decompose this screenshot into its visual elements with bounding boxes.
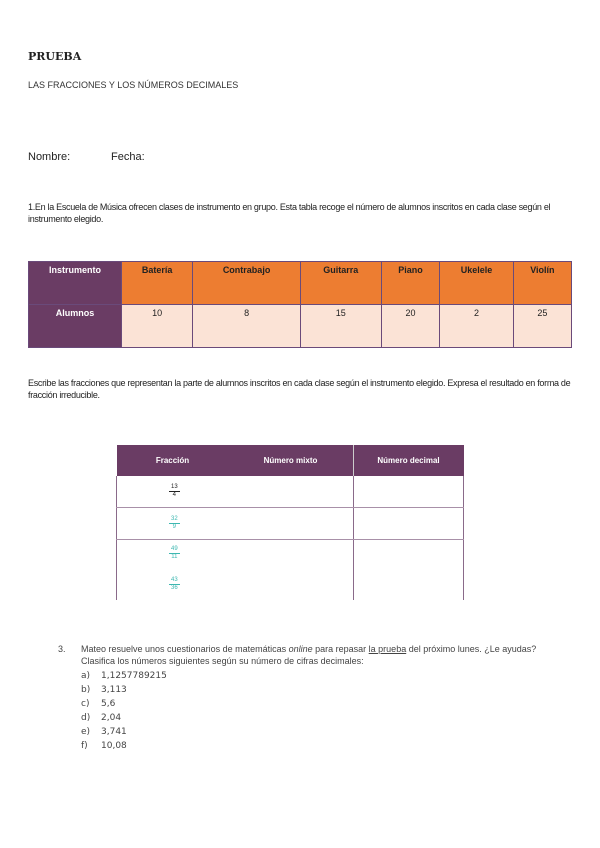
subtitle: LAS FRACCIONES Y LOS NÚMEROS DECIMALES <box>28 80 239 90</box>
option-d <box>81 711 563 725</box>
text: d) <box>81 713 91 723</box>
text: 9 <box>172 524 177 530</box>
row-header-alumnos: Alumnos <box>29 305 122 348</box>
text: 10,08 <box>101 741 127 751</box>
text: 3. <box>58 644 66 654</box>
table-row <box>117 476 464 508</box>
header-numero-mixto: Número mixto <box>229 445 354 476</box>
option-e <box>81 725 563 739</box>
text: 3,113 <box>101 685 127 695</box>
text: online <box>288 644 313 654</box>
students-cell: 15 <box>300 305 381 348</box>
answer-cell[interactable] <box>353 540 464 601</box>
text: del próximo lunes. ¿Le ayudas? Clasifica los números siguientes según su número de cifras decimales: <box>81 644 537 666</box>
text: 32 <box>171 516 178 522</box>
students-cell: 8 <box>193 305 301 348</box>
instrument-cell: Batería <box>122 262 193 305</box>
row-header-instrumento: Instrumento <box>29 262 122 305</box>
text: 1,1257789215 <box>101 671 167 681</box>
text: 36 <box>171 585 178 591</box>
answer-cell[interactable] <box>353 476 464 508</box>
fraction <box>169 577 180 592</box>
question-2-text: Escribe las fracciones que representan la parte de alumnos inscritos en cada clase según el instrumento elegido. Expresa el resultado en forma de fracción irreducible. <box>28 378 571 400</box>
text: 3,741 <box>101 727 127 737</box>
students-cell: 10 <box>122 305 193 348</box>
text: b) <box>81 685 91 695</box>
fraction <box>169 516 180 531</box>
text: 43 <box>171 577 178 583</box>
header-numero-decimal: Número decimal <box>353 445 464 476</box>
question-3 <box>58 643 563 753</box>
fraction <box>169 546 180 561</box>
students-cell: 20 <box>381 305 440 348</box>
instrument-cell: Guitarra <box>300 262 381 305</box>
header-fraccion: Fracción <box>117 445 229 476</box>
option-c <box>81 697 563 711</box>
text: f) <box>81 741 88 751</box>
link[interactable]: la prueba <box>368 644 407 654</box>
text: 11 <box>171 554 178 560</box>
text: 2,04 <box>101 713 122 723</box>
option-a <box>81 669 563 683</box>
students-cell: 2 <box>440 305 513 348</box>
instrument-table <box>28 261 572 348</box>
text: 5,6 <box>101 699 116 709</box>
text: 49 <box>171 546 178 552</box>
instrument-cell: Piano <box>381 262 440 305</box>
instrument-cell: Violín <box>513 262 571 305</box>
page-title: PRUEBA <box>28 50 82 63</box>
question-1-text: 1.En la Escuela de Música ofrecen clases de instrumento en grupo. Esta tabla recoge el número de alumnos inscritos en cada clase según el instrumento elegido. <box>28 202 551 224</box>
table-row <box>117 540 464 601</box>
text: c) <box>81 699 90 709</box>
text: e) <box>81 727 91 737</box>
option-b <box>81 683 563 697</box>
fraction <box>169 484 180 499</box>
text: Mateo resuelve unos cuestionarios de matemáticas <box>81 644 289 654</box>
nombre-label: Nombre: <box>28 151 71 163</box>
students-cell: 25 <box>513 305 571 348</box>
fecha-label: Fecha: <box>111 151 145 163</box>
text: a) <box>81 671 91 681</box>
text: para repasar <box>312 644 369 654</box>
fraction-table <box>116 445 464 600</box>
table-row <box>117 508 464 540</box>
instrument-cell: Contrabajo <box>193 262 301 305</box>
instrument-cell: Ukelele <box>440 262 513 305</box>
text: 13 <box>171 484 178 490</box>
option-f <box>81 739 563 753</box>
answer-cell[interactable] <box>353 508 464 540</box>
text: 4 <box>172 492 177 498</box>
